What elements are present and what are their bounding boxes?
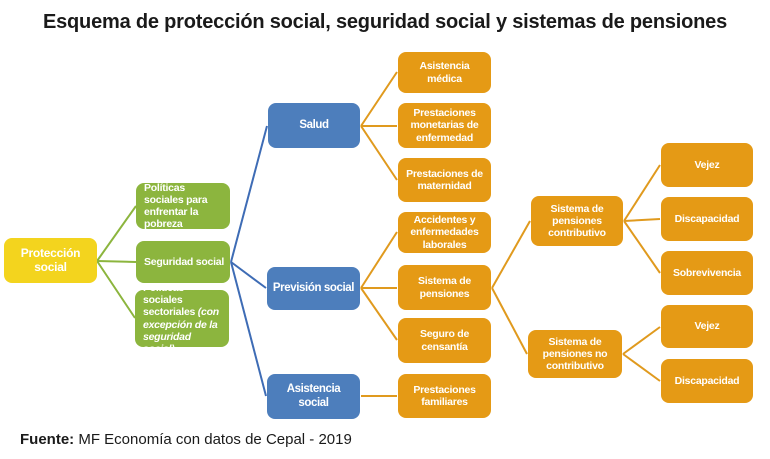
connector-prevision-accidentes <box>361 232 397 288</box>
node-label: Accidentes y enfermedades laborales <box>410 214 479 251</box>
node-politicas-sectoriales <box>135 282 229 355</box>
node-label: Seguro de censantía <box>419 328 470 353</box>
connector-pensiones-no-contributivo <box>492 288 527 354</box>
connector-proteccion-sectoriales <box>97 261 135 318</box>
source-note <box>20 431 352 448</box>
node-label: Protección social <box>20 245 81 274</box>
connector-no-contributivo-vejez <box>623 327 660 354</box>
node-seguridad-social <box>136 241 230 283</box>
connector-seguridad-salud <box>231 126 267 262</box>
node-label: Sobrevivencia <box>673 266 741 279</box>
node-label: Discapacidad <box>674 374 740 387</box>
connector-proteccion-pobreza <box>97 206 136 261</box>
connector-contributivo-vejez <box>624 165 660 221</box>
source-label: Fuente: <box>20 431 75 448</box>
node-label: Políticas sociales para enfrentar la pobreza <box>144 181 208 231</box>
node-label: Asistencia médica <box>419 60 470 85</box>
node-discapacidad-contributivo <box>661 197 753 241</box>
connector-proteccion-seguridad <box>97 261 136 262</box>
node-sobrevivencia <box>661 251 753 295</box>
connector-prevision-censantia <box>361 288 397 340</box>
connector-salud-medica <box>361 72 397 126</box>
connector-contributivo-sobrevivencia <box>624 221 660 273</box>
node-vejez-contributivo <box>661 143 753 187</box>
node-label: Prestaciones familiares <box>413 383 476 408</box>
node-label: Sistema de pensiones <box>418 275 471 300</box>
node-label: Discapacidad <box>674 212 740 225</box>
node-discapacidad-no-contributivo <box>661 359 753 403</box>
node-pensiones-contributivo <box>531 196 623 246</box>
node-seguro-censantia <box>398 318 491 363</box>
node-prestaciones-monetarias <box>398 103 491 148</box>
node-salud <box>268 103 360 148</box>
connector-contributivo-discapacidad <box>624 219 660 221</box>
node-politicas-pobreza <box>136 183 230 229</box>
node-pensiones-no-contributivo <box>528 330 622 378</box>
node-label: Políticas sociales sectoriales (con excepción de la seguridad social) <box>143 282 219 355</box>
node-proteccion-social <box>4 238 97 283</box>
connector-no-contributivo-discapacidad <box>623 354 660 381</box>
node-vejez-no-contributivo <box>661 305 753 348</box>
node-accidentes-laborales <box>398 212 491 253</box>
node-label: Prestaciones monetarias de enfermedad <box>410 107 479 144</box>
node-sistema-pensiones <box>398 265 491 310</box>
node-prestaciones-familiares <box>398 374 491 418</box>
node-label-italic: (con excepción de la seguridad social) <box>143 306 219 355</box>
node-label: Asistencia social <box>286 383 341 409</box>
node-label: Sistema de pensiones no contributivo <box>542 335 608 373</box>
node-label: Salud <box>299 118 329 131</box>
node-label: Seguridad social <box>144 255 225 268</box>
node-label: Sistema de pensiones contributivo <box>548 202 606 240</box>
connector-pensiones-contributivo <box>492 221 530 288</box>
connector-seguridad-asistencia <box>231 262 266 396</box>
node-label: Previsión social <box>272 281 355 294</box>
node-label: Prestaciones de maternidad <box>406 167 483 192</box>
node-asistencia-medica <box>398 52 491 93</box>
node-label: Vejez <box>694 158 720 171</box>
node-label: Vejez <box>694 320 720 333</box>
node-asistencia-social <box>267 374 360 419</box>
diagram-title: Esquema de protección social, seguridad social y sistemas de pensiones <box>42 11 728 33</box>
node-prevision-social <box>267 267 360 310</box>
connector-salud-maternidad <box>361 126 397 180</box>
source-text: MF Economía con datos de Cepal - 2019 <box>78 431 352 448</box>
node-prestaciones-maternidad <box>398 158 491 202</box>
